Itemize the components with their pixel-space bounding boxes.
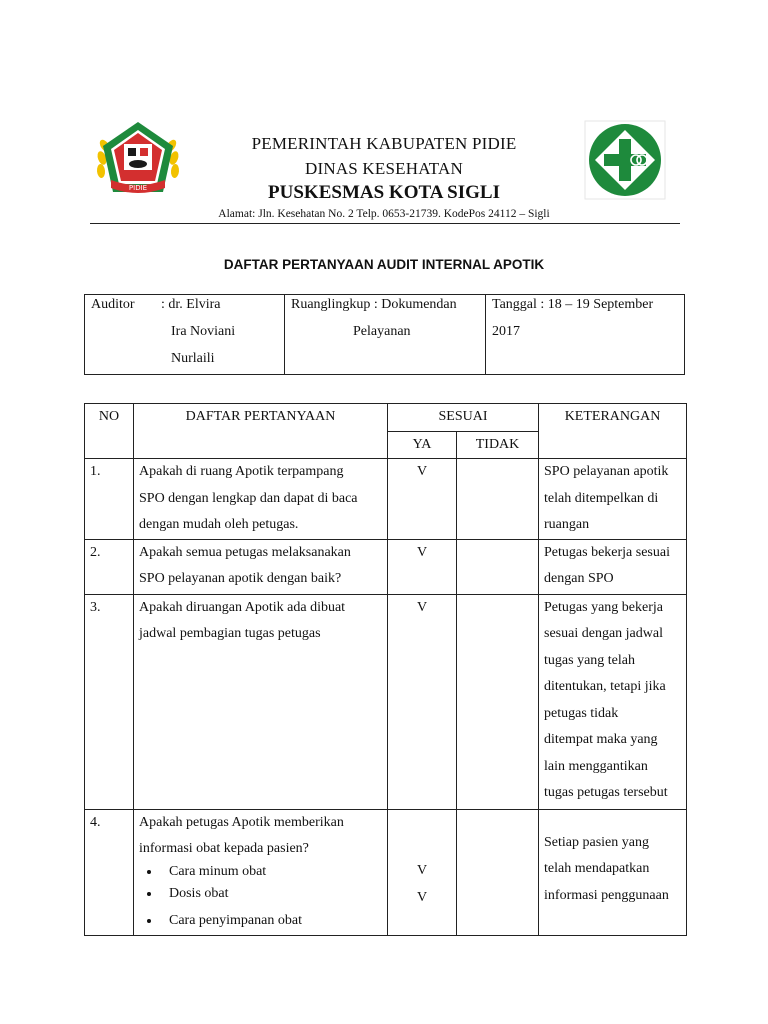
row-number: 3. xyxy=(85,594,134,809)
yes-mark: V xyxy=(416,862,428,878)
notes-line: telah ditempelkan di xyxy=(544,490,659,506)
question-line: Apakah diruangan Apotik ada dibuat xyxy=(139,599,346,615)
scope-line-2: Pelayanan xyxy=(353,324,411,339)
row-notes xyxy=(539,809,687,935)
row-number: 1. xyxy=(85,459,134,540)
scope-line-1: Ruanglingkup : Dokumendan xyxy=(291,297,457,312)
audit-info-box xyxy=(84,294,685,375)
notes-line: sesuai dengan jadwal xyxy=(544,626,663,641)
header-puskesmas: PUSKESMAS KOTA SIGLI xyxy=(268,182,500,203)
header-department: DINAS KESEHATAN xyxy=(305,159,463,178)
notes-line: SPO pelayanan apotik xyxy=(544,464,669,479)
notes-line: Petugas yang bekerja xyxy=(544,599,663,615)
row-question xyxy=(134,459,388,540)
row-yes-mark: V xyxy=(388,459,457,540)
table-header-row xyxy=(85,404,687,432)
header-match: SESUAI xyxy=(388,404,539,432)
auditor-name-2: Ira Noviani xyxy=(171,324,236,339)
notes-line: ditentukan, tetapi jika xyxy=(544,679,666,694)
table-row xyxy=(85,459,687,540)
row-number: 4. xyxy=(85,809,134,935)
bullet-item: • Cara minum obat xyxy=(161,863,382,880)
header-address: Alamat: Jln. Kesehatan No. 2 Telp. 0653-21739. KodePos 24112 – Sigli xyxy=(218,208,550,220)
table-row xyxy=(85,809,687,935)
question-line: Apakah semua petugas melaksanakan xyxy=(139,544,351,560)
row-no-mark xyxy=(457,539,539,594)
date-line-2: 2017 xyxy=(492,324,520,339)
question-line: informasi obat kepada pasien? xyxy=(139,841,309,856)
notes-line: petugas tidak xyxy=(544,705,619,721)
bullet-item: • Cara penyimpanan obat xyxy=(161,907,382,935)
notes-line: tugas petugas tersebut xyxy=(544,785,668,800)
row-notes xyxy=(539,594,687,809)
notes-line: Petugas bekerja sesuai xyxy=(544,544,670,560)
question-line: SPO dengan lengkap dan dapat di baca xyxy=(139,490,358,506)
question-line: Apakah di ruang Apotik terpampang xyxy=(139,464,344,479)
bullet-item: • Dosis obat xyxy=(161,880,382,908)
table-row xyxy=(85,539,687,594)
audit-questions-table xyxy=(84,403,687,936)
notes-line: informasi penggunaan xyxy=(544,887,669,903)
question-line: Apakah petugas Apotik memberikan xyxy=(139,814,344,830)
table-row xyxy=(85,594,687,809)
header-yes: YA xyxy=(388,431,457,459)
notes-line: Setiap pasien yang xyxy=(544,834,649,850)
auditor-name-1: : dr. Elvira xyxy=(161,297,221,312)
notes-line: lain menggantikan xyxy=(544,758,648,774)
date-line-1: Tanggal : 18 – 19 September xyxy=(492,297,654,312)
question-line: jadwal pembagian tugas petugas xyxy=(139,626,321,641)
svg-text:PIDIE: PIDIE xyxy=(128,184,148,192)
question-line: SPO pelayanan apotik dengan baik? xyxy=(139,571,342,586)
notes-line: ruangan xyxy=(544,517,590,532)
auditor-label: Auditor xyxy=(91,297,135,312)
row-no-mark xyxy=(457,809,539,935)
header-no-col: TIDAK xyxy=(457,431,539,459)
header-government: PEMERINTAH KABUPATEN PIDIE xyxy=(251,134,517,153)
row-no-mark xyxy=(457,594,539,809)
notes-line: dengan SPO xyxy=(544,571,614,586)
row-number: 2. xyxy=(85,539,134,594)
notes-line: telah mendapatkan xyxy=(544,861,650,876)
info-divider-1 xyxy=(284,295,285,374)
info-divider-2 xyxy=(485,295,486,374)
header-no: NO xyxy=(85,404,134,459)
row-yes-mark: V xyxy=(388,539,457,594)
yes-mark: V xyxy=(416,889,428,905)
header-divider xyxy=(90,223,680,224)
row-notes xyxy=(539,459,687,540)
notes-line: ditempat maka yang xyxy=(544,732,658,747)
row-no-mark xyxy=(457,459,539,540)
notes-line: tugas yang telah xyxy=(544,652,635,668)
question-bullet-list xyxy=(139,863,382,935)
document-title: DAFTAR PERTANYAAN AUDIT INTERNAL APOTIK xyxy=(223,257,545,272)
header-notes: KETERANGAN xyxy=(539,404,687,459)
row-question xyxy=(134,594,388,809)
row-notes xyxy=(539,539,687,594)
question-line: dengan mudah oleh petugas. xyxy=(139,517,299,532)
row-yes-mark xyxy=(388,809,457,935)
row-question xyxy=(134,539,388,594)
header-question: DAFTAR PERTANYAAN xyxy=(134,404,388,459)
auditor-name-3: Nurlaili xyxy=(171,351,215,366)
row-yes-mark: V xyxy=(388,594,457,809)
row-question xyxy=(134,809,388,935)
